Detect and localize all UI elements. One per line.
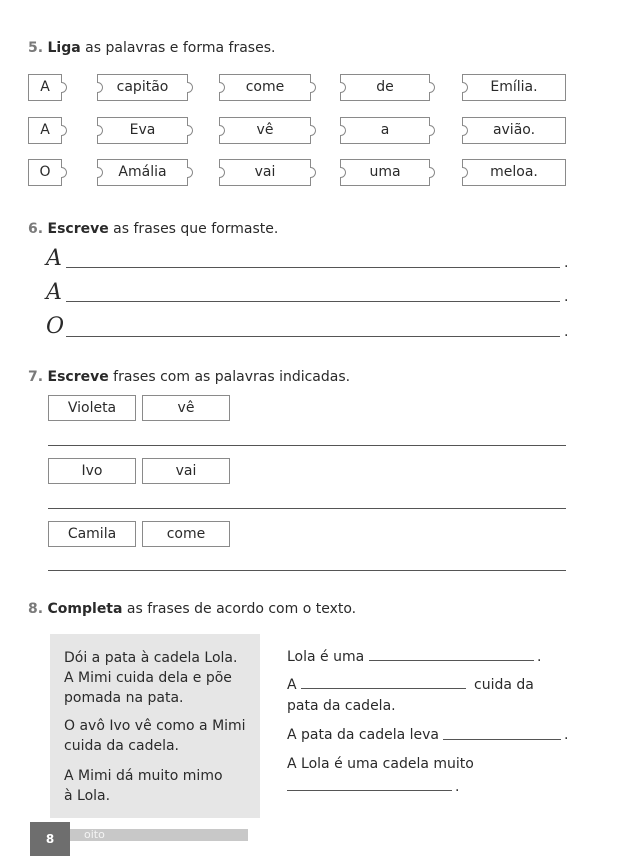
word-piece[interactable]: [97, 117, 188, 144]
page-number-badge: 8: [30, 822, 70, 856]
word-piece[interactable]: [340, 117, 430, 144]
question-2-end: cuida da: [474, 677, 534, 693]
ex5-instruction: as palavras e forma frases.: [80, 40, 276, 56]
word-piece[interactable]: [340, 159, 430, 186]
word-piece[interactable]: [97, 74, 188, 101]
word-piece-label: de: [376, 79, 394, 95]
piece-notch: [462, 125, 468, 136]
ex8-verb: Completa: [47, 601, 123, 617]
word-piece-label: meloa.: [490, 164, 538, 180]
answer-line-3[interactable]: [48, 570, 566, 571]
word-box-ve: vê: [142, 395, 230, 421]
word-piece-label: capitão: [116, 79, 169, 95]
sentence-start-2: A: [46, 280, 62, 305]
word-piece-label: uma: [369, 164, 401, 180]
line-end-period-1: .: [564, 255, 569, 271]
word-piece[interactable]: [97, 159, 188, 186]
text-line: A Mimi dá muito mimo: [64, 768, 223, 784]
word-piece-label: A: [40, 122, 50, 138]
word-piece-label: Eva: [129, 122, 156, 138]
writing-line-1[interactable]: [66, 267, 560, 268]
ex6-number: 6.: [28, 221, 44, 237]
line-end-period-3: .: [564, 324, 569, 340]
piece-notch: [219, 167, 225, 178]
sentence-start-1: A: [46, 246, 62, 271]
question-1-end: .: [537, 649, 542, 665]
piece-notch: [97, 82, 103, 93]
ex5-heading: [28, 40, 275, 56]
question-2-blank[interactable]: [301, 688, 466, 689]
word-piece-label: Emília.: [490, 79, 538, 95]
piece-notch: [462, 82, 468, 93]
piece-notch: [340, 82, 346, 93]
answer-line-1[interactable]: [48, 445, 566, 446]
question-3-text: A pata da cadela leva: [287, 727, 439, 743]
ex5-verb: Liga: [47, 40, 81, 56]
word-piece[interactable]: [340, 74, 430, 101]
question-1-text: Lola é uma: [287, 649, 365, 665]
word-piece[interactable]: [462, 159, 566, 186]
text-line: pomada na pata.: [64, 690, 184, 706]
text-line: cuida da cadela.: [64, 738, 179, 754]
word-piece-label: vai: [254, 164, 276, 180]
word-piece[interactable]: [462, 74, 566, 101]
ex8-instruction: as frases de acordo com o texto.: [122, 601, 357, 617]
word-box-ivo: Ivo: [48, 458, 136, 484]
word-piece[interactable]: [219, 117, 311, 144]
ex8-heading: [28, 601, 356, 617]
piece-notch: [219, 125, 225, 136]
word-piece-label: Amália: [118, 164, 167, 180]
line-end-period-2: .: [564, 289, 569, 305]
ex8-number: 8.: [28, 601, 44, 617]
word-box-vai: vai: [142, 458, 230, 484]
ex5-number: 5.: [28, 40, 44, 56]
ex7-instruction: frases com as palavras indicadas.: [108, 369, 351, 385]
reading-text-box: [50, 634, 260, 818]
writing-line-2[interactable]: [66, 301, 560, 302]
question-4-text: A Lola é uma cadela muito: [287, 756, 474, 772]
ex7-verb: Escreve: [47, 369, 109, 385]
ex6-verb: Escreve: [47, 221, 109, 237]
answer-line-2[interactable]: [48, 508, 566, 509]
text-line: Dói a pata à cadela Lola.: [64, 650, 238, 666]
page-word-bar: oito: [70, 829, 248, 841]
question-4-end: .: [455, 779, 460, 795]
word-piece-label: O: [39, 164, 51, 180]
word-piece[interactable]: [28, 117, 62, 144]
word-box-camila: Camila: [48, 521, 136, 547]
word-piece[interactable]: [28, 159, 62, 186]
text-line: à Lola.: [64, 788, 111, 804]
question-1-blank[interactable]: [369, 660, 534, 661]
piece-notch: [340, 125, 346, 136]
word-piece-label: vê: [256, 122, 274, 138]
piece-notch: [97, 167, 103, 178]
text-line: O avô Ivo vê como a Mimi: [64, 718, 246, 734]
question-3-end: .: [564, 727, 569, 743]
word-piece[interactable]: [219, 159, 311, 186]
ex7-heading: [28, 369, 350, 385]
sentence-start-3: O: [46, 314, 65, 339]
word-piece[interactable]: [219, 74, 311, 101]
question-4-blank[interactable]: [287, 790, 452, 791]
question-2-start: A: [287, 677, 297, 693]
word-box-violeta: Violeta: [48, 395, 136, 421]
piece-notch: [462, 167, 468, 178]
piece-notch: [97, 125, 103, 136]
word-piece[interactable]: [462, 117, 566, 144]
word-piece-label: a: [380, 122, 390, 138]
writing-line-3[interactable]: [66, 336, 560, 337]
word-piece-label: come: [245, 79, 285, 95]
word-piece-label: avião.: [492, 122, 536, 138]
word-piece[interactable]: [28, 74, 62, 101]
word-box-come: come: [142, 521, 230, 547]
ex7-number: 7.: [28, 369, 44, 385]
word-piece-label: A: [40, 79, 50, 95]
question-3-blank[interactable]: [443, 739, 561, 740]
piece-notch: [340, 167, 346, 178]
text-line: A Mimi cuida dela e põe: [64, 670, 232, 686]
ex6-instruction: as frases que formaste.: [108, 221, 279, 237]
ex6-heading: [28, 221, 278, 237]
question-2-line2: pata da cadela.: [287, 698, 396, 714]
piece-notch: [219, 82, 225, 93]
